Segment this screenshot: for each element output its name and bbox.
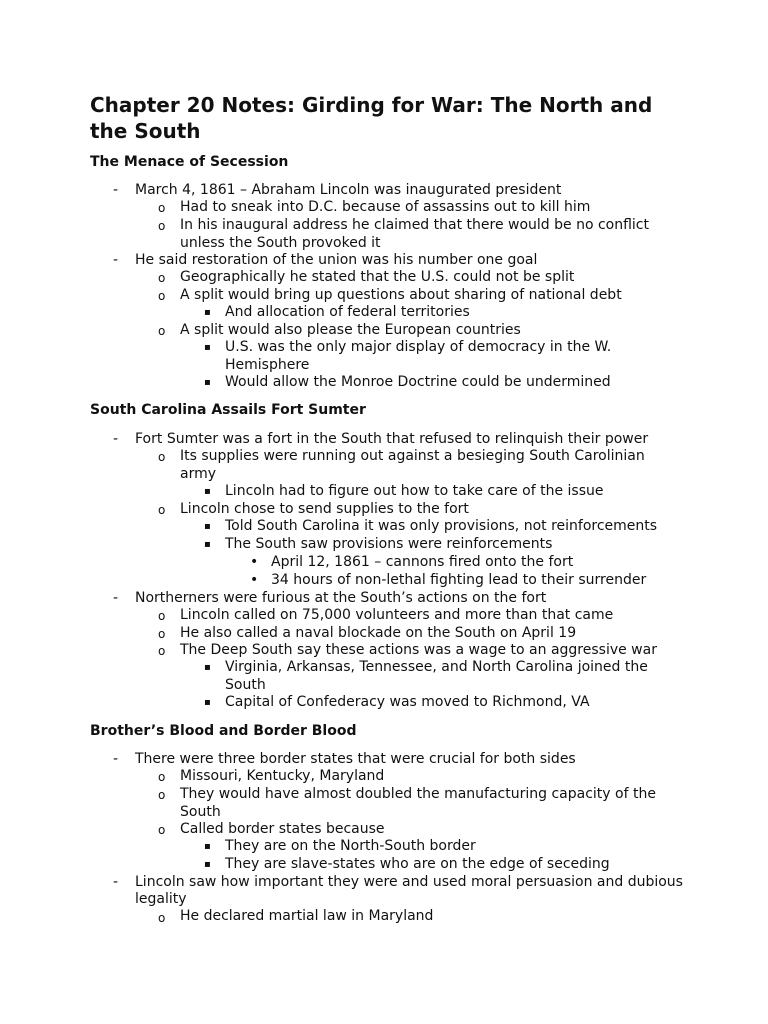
bullet-square: ▪ [204,342,211,353]
bullet-square: ▪ [204,377,211,388]
list-item-continuation: army [180,466,217,482]
list-item-continuation: South [225,677,266,693]
bullet-square: ▪ [204,859,211,870]
bullet-dot: • [250,554,259,570]
list-item: Lincoln chose to send supplies to the fort [180,501,469,517]
bullet-dash: - [113,431,119,447]
section-heading-fort-sumter: South Carolina Assails Fort Sumter [90,402,366,418]
list-item: He declared martial law in Maryland [180,908,434,924]
list-item: The Deep South say these actions was a wage to an aggressive war [180,642,657,658]
bullet-circle: o [158,219,166,233]
list-item: Would allow the Monroe Doctrine could be undermined [225,374,611,390]
list-item: Called border states because [180,821,385,837]
bullet-circle: o [158,503,166,517]
list-item-continuation: Hemisphere [225,357,310,373]
bullet-square: ▪ [204,697,211,708]
list-item: Its supplies were running out against a besieging South Carolinian [180,448,645,464]
list-item: They are slave-states who are on the edge of seceding [225,856,610,872]
list-item: A split would also please the European countries [180,322,521,338]
bullet-circle: o [158,201,166,215]
list-item: March 4, 1861 – Abraham Lincoln was inaugurated president [135,182,562,198]
bullet-circle: o [158,289,166,303]
bullet-dash: - [113,252,119,268]
list-item: Lincoln had to figure out how to take care of the issue [225,483,604,499]
bullet-circle: o [158,644,166,658]
bullet-square: ▪ [204,486,211,497]
list-item-continuation: South [180,804,221,820]
bullet-circle: o [158,271,166,285]
list-item: Capital of Confederacy was moved to Richmond, VA [225,694,590,710]
bullet-square: ▪ [204,841,211,852]
list-item: He said restoration of the union was his number one goal [135,252,538,268]
bullet-dot: • [250,572,259,588]
section-heading-menace-of-secession: The Menace of Secession [90,154,289,170]
bullet-square: ▪ [204,662,211,673]
bullet-dash: - [113,182,119,198]
list-item-continuation: unless the South provoked it [180,235,381,251]
list-item: And allocation of federal territories [225,304,470,320]
bullet-square: ▪ [204,539,211,550]
bullet-circle: o [158,770,166,784]
list-item: He also called a naval blockade on the South on April 19 [180,625,577,641]
bullet-circle: o [158,627,166,641]
list-item: Northerners were furious at the South’s actions on the fort [135,590,547,606]
bullet-circle: o [158,450,166,464]
list-item: They would have almost doubled the manufacturing capacity of the [180,786,656,802]
list-item: In his inaugural address he claimed that there would be no conflict [180,217,649,233]
section-heading-border-blood: Brother’s Blood and Border Blood [90,723,357,739]
list-item: Lincoln saw how important they were and used moral persuasion and dubious [135,874,683,890]
bullet-circle: o [158,788,166,802]
bullet-dash: - [113,590,119,606]
list-item: Told South Carolina it was only provisions, not reinforcements [225,518,658,534]
list-item: Lincoln called on 75,000 volunteers and more than that came [180,607,614,623]
list-item: Had to sneak into D.C. because of assassins out to kill him [180,199,591,215]
list-item-continuation: legality [135,891,187,907]
list-item: U.S. was the only major display of democracy in the W. [225,339,612,355]
bullet-square: ▪ [204,307,211,318]
list-item: Fort Sumter was a fort in the South that refused to relinquish their power [135,431,649,447]
bullet-circle: o [158,823,166,837]
bullet-circle: o [158,609,166,623]
list-item: They are on the North-South border [225,838,476,854]
list-item: Geographically he stated that the U.S. could not be split [180,269,575,285]
list-item: April 12, 1861 – cannons fired onto the fort [271,554,574,570]
list-item: The South saw provisions were reinforcements [225,536,553,552]
bullet-dash: - [113,751,119,767]
list-item: Missouri, Kentucky, Maryland [180,768,385,784]
list-item: A split would bring up questions about sharing of national debt [180,287,622,303]
bullet-circle: o [158,324,166,338]
bullet-circle: o [158,911,166,925]
list-item: 34 hours of non-lethal fighting lead to their surrender [271,572,647,588]
page-title: Chapter 20 Notes: Girding for War: The North and the South [90,93,653,143]
list-item: There were three border states that were crucial for both sides [135,751,576,767]
bullet-dash: - [113,874,119,890]
bullet-square: ▪ [204,521,211,532]
list-item: Virginia, Arkansas, Tennessee, and North Carolina joined the [225,659,648,675]
